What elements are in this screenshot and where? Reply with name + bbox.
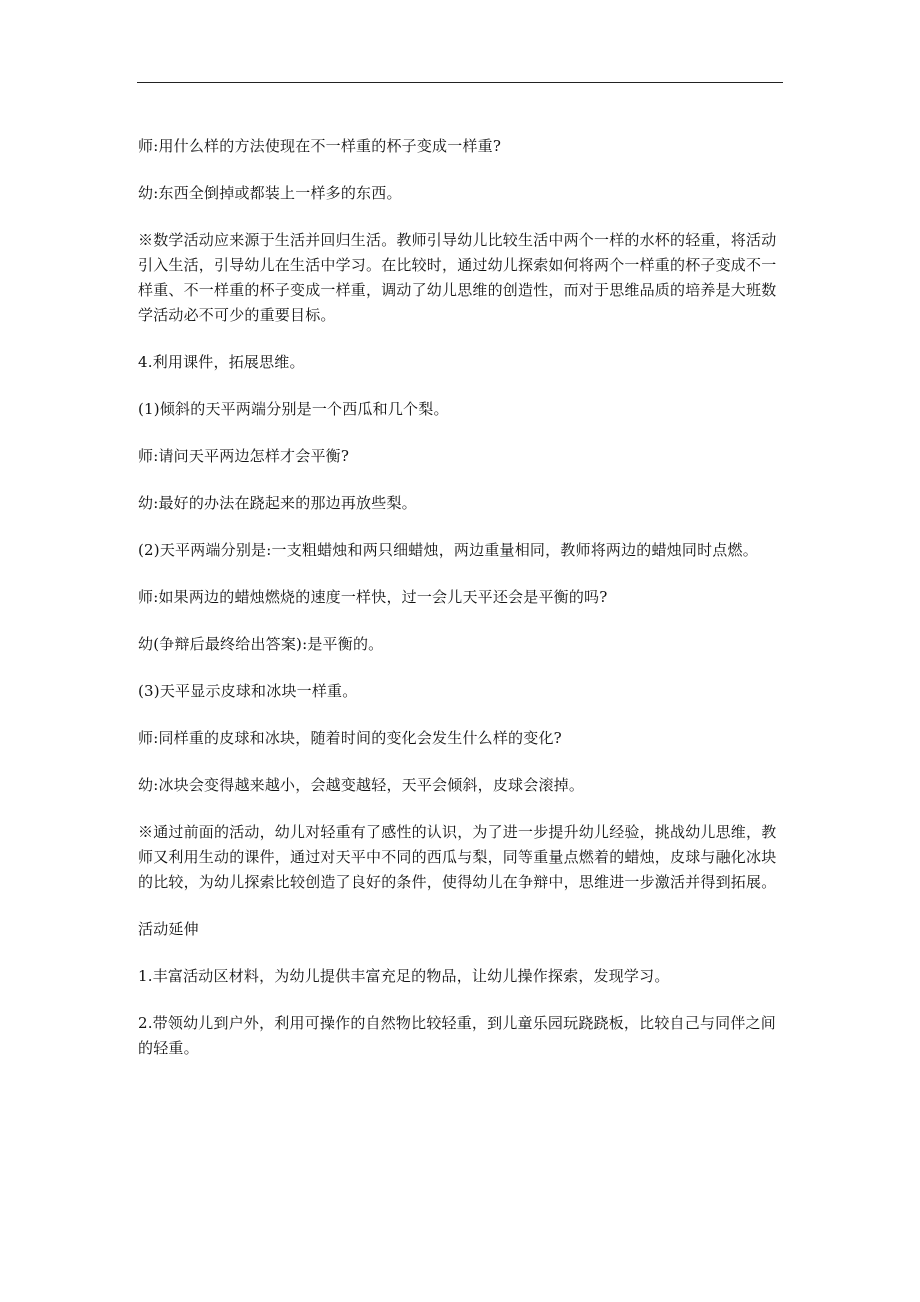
document-body xyxy=(138,134,786,1083)
paragraph-teacher-question-cups: 师:用什么样的方法使现在不一样重的杯子变成一样重? xyxy=(138,137,502,155)
paragraph-scale-watermelon: (1)倾斜的天平两端分别是一个西瓜和几个梨。 xyxy=(138,400,449,418)
paragraph-child-answer-pears: 幼:最好的办法在跷起来的那边再放些梨。 xyxy=(138,494,417,512)
header-rule xyxy=(137,82,783,83)
paragraph-teacher-question-balance: 师:请问天平两边怎样才会平衡? xyxy=(138,447,350,465)
paragraph-teacher-question-candles: 师:如果两边的蜡烛燃烧的速度一样快，过一会儿天平还会是平衡的吗? xyxy=(138,588,608,606)
section-heading-extension: 活动延伸 xyxy=(138,920,199,938)
paragraph-child-answer-candles: 幼(争辩后最终给出答案):是平衡的。 xyxy=(138,635,384,653)
paragraph-note-life-math: ※数学活动应来源于生活并回归生活。教师引导幼儿比较生活中两个一样的水杯的轻重，将活动引入生活，引导幼儿在生活中学习。在比较时，通过幼儿探索如何将两个一样重的杯子变成不一样重、不一样重的杯子变成一样重，调动了幼儿思维的创造性，而对于思维品质的培养是大班数学活动必不可少的重要目标。 xyxy=(138,231,777,324)
paragraph-extension-2: 2.带领幼儿到户外，利用可操作的自然物比较轻重，到儿童乐园玩跷跷板，比较自己与同伴之间的轻重。 xyxy=(138,1014,776,1057)
paragraph-child-answer-cups: 幼:东西全倒掉或都装上一样多的东西。 xyxy=(138,184,402,202)
paragraph-teacher-question-ice: 师:同样重的皮球和冰块，随着时间的变化会发生什么样的变化? xyxy=(138,729,562,747)
paragraph-scale-candles: (2)天平两端分别是:一支粗蜡烛和两只细蜡烛，两边重量相同，教师将两边的蜡烛同时点燃。 xyxy=(138,541,758,559)
paragraph-scale-ball-ice: (3)天平显示皮球和冰块一样重。 xyxy=(138,682,358,700)
paragraph-note-courseware: ※通过前面的活动，幼儿对轻重有了感性的认识，为了进一步提升幼儿经验，挑战幼儿思维，教师又利用生动的课件，通过对天平中不同的西瓜与梨，同等重量点燃着的蜡烛，皮球与融化冰块的比较，为幼儿探索比较创造了良好的条件，使得幼儿在争辩中，思维进一步激活并得到拓展。 xyxy=(138,823,777,891)
paragraph-child-answer-ice: 幼:冰块会变得越来越小，会越变越轻，天平会倾斜，皮球会滚掉。 xyxy=(138,776,585,794)
paragraph-step-4: 4.利用课件，拓展思维。 xyxy=(138,353,305,371)
paragraph-extension-1: 1.丰富活动区材料，为幼儿提供丰富充足的物品，让幼儿操作探索，发现学习。 xyxy=(138,967,670,985)
